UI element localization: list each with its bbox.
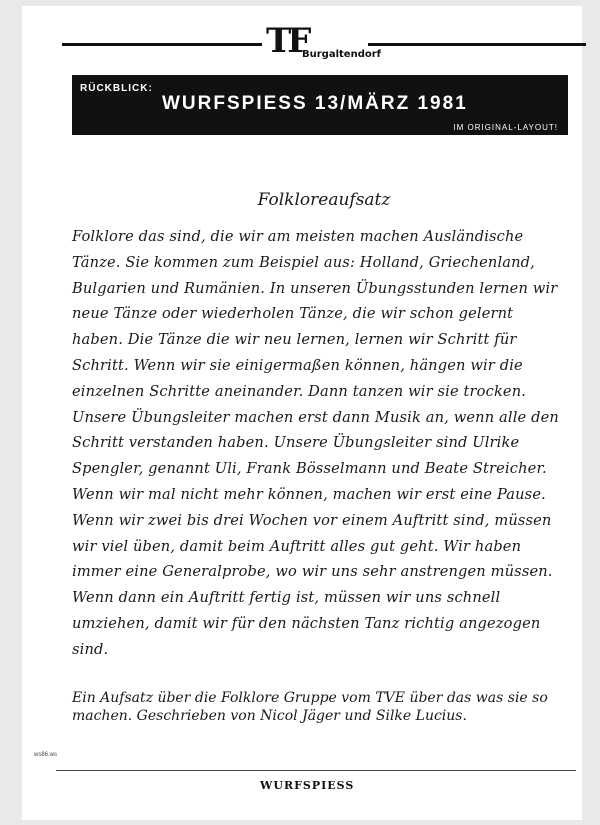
banner-title: WURFSPIESS 13/MÄRZ 1981 bbox=[162, 93, 468, 114]
club-logo bbox=[262, 21, 381, 68]
logo-mark: TF bbox=[266, 21, 308, 61]
header-rule-right bbox=[368, 43, 586, 46]
header-rule-left bbox=[62, 43, 262, 46]
handwritten-essay bbox=[72, 190, 566, 725]
footer-rule bbox=[56, 770, 576, 771]
essay-body: Folklore das sind, die wir am meisten machen Ausländische Tänze. Sie kommen zum Beispiel aus: Holland, Griechenland, Bulgarien und Rumänien. In unseren Übungsstunden lernen wir neue Tänze oder wiederholen Tänze, die wir schon gelernt haben. Die Tänze die wir neu lernen, lernen wir Schritt für Schritt. Wenn wir sie einigermaßen können, hängen wir die einzelnen Schritte aneinander. Dann tanzen wir sie trocken. Unsere Übungsleiter machen erst dann Musik an, wenn alle den Schritt verstanden haben. Unsere Übungsleiter sind Ulrike Spengler, genannt Uli, Frank Bösselmann und Beate Streicher. Wenn wir mal nicht mehr können, machen wir erst eine Pause. Wenn wir zwei bis drei Wochen vor einem Auftritt sind, müssen wir viel üben, damit beim Auftritt alles gut geht. Wir haben immer eine Generalprobe, wo wir uns sehr anstrengen müssen. Wenn dann ein Auftritt fertig ist, müssen wir uns schnell umziehen, damit wir für den nächsten Tanz richtig angezogen sind. bbox=[72, 228, 559, 658]
banner-kicker: RÜCKBLICK: bbox=[80, 83, 153, 94]
footer-magazine-name: WURFSPIESS bbox=[260, 779, 355, 792]
essay-closing: Ein Aufsatz über die Folklore Gruppe vom TVE über das was sie so machen. Geschrieben von Nicol Jäger und Silke Lucius. bbox=[72, 689, 548, 724]
banner-note: IM ORIGINAL-LAYOUT! bbox=[453, 123, 558, 132]
essay-heading: Folkloreaufsatz bbox=[257, 190, 391, 210]
file-code: ws86.ws bbox=[34, 752, 58, 758]
title-banner bbox=[72, 75, 568, 135]
logo-place: Burgaltendorf bbox=[302, 49, 381, 60]
